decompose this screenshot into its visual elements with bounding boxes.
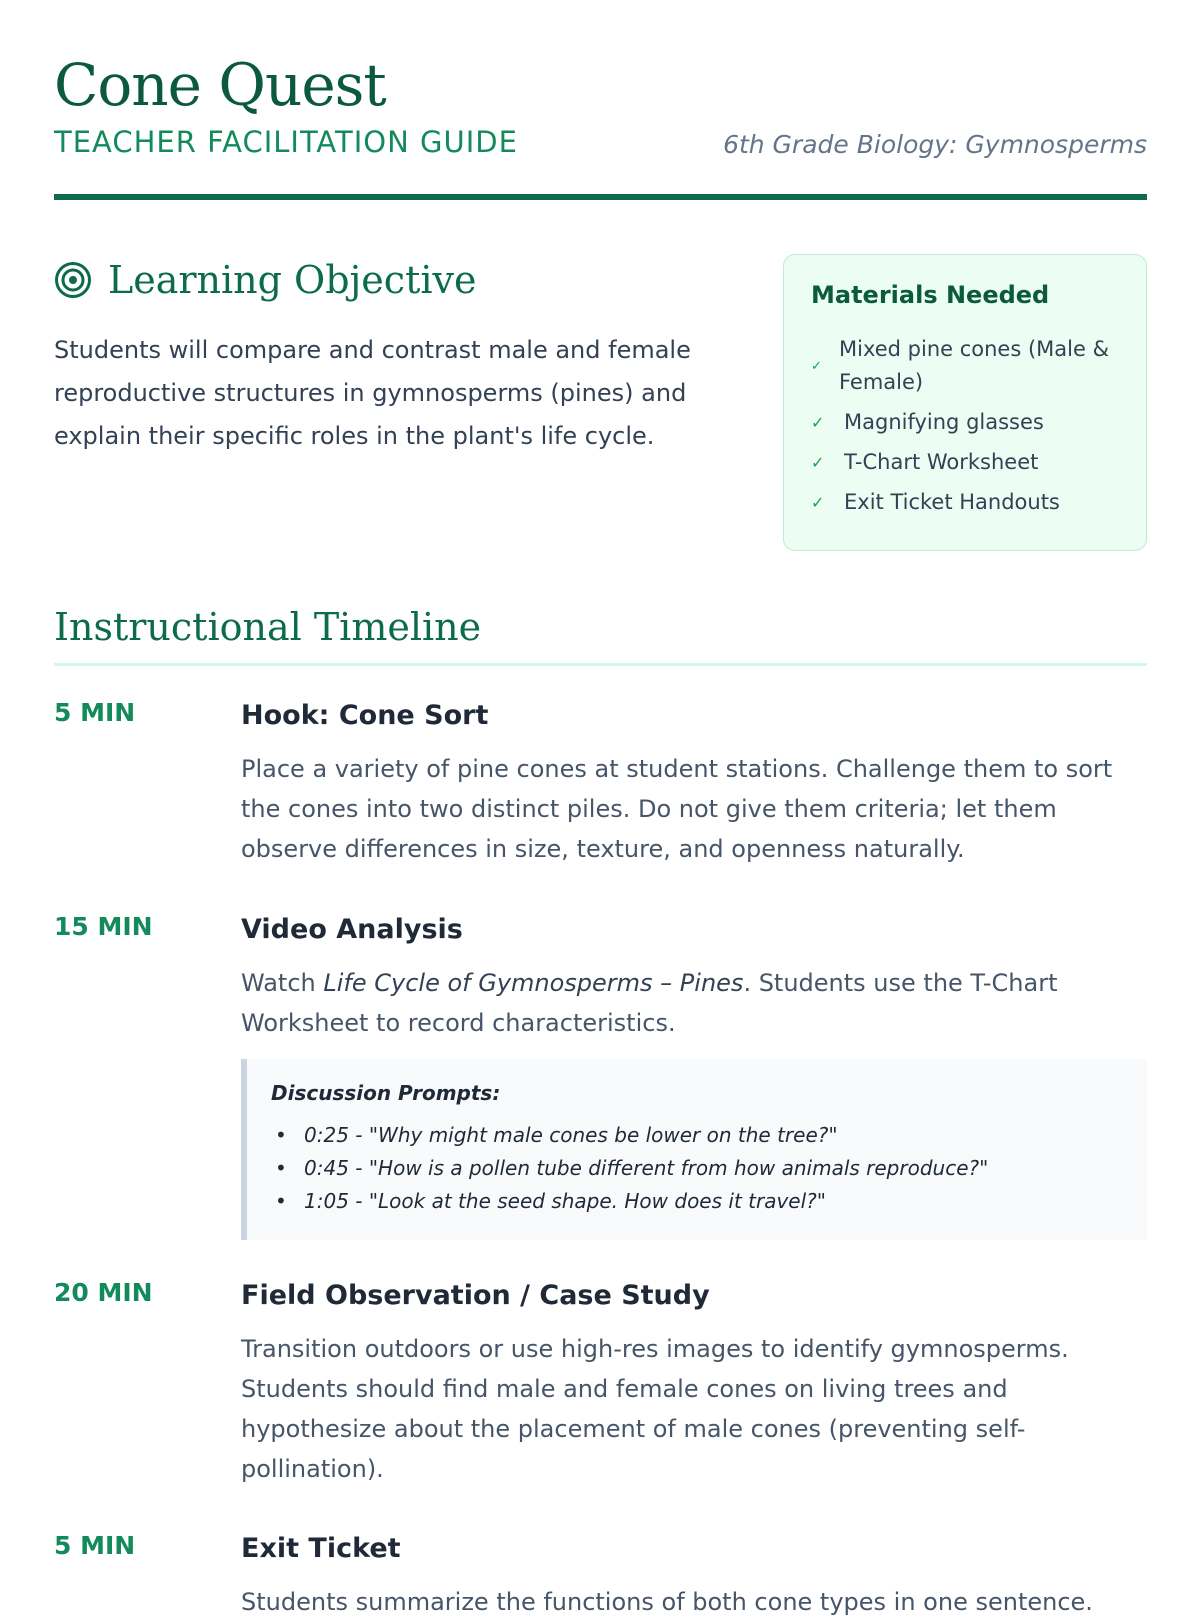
check-icon: ✓ [811, 358, 822, 374]
material-label: Mixed pine cones (Male & Female) [839, 337, 1109, 394]
prompts-title: Discussion Prompts: [271, 1081, 501, 1105]
step-duration: 15 MIN [54, 912, 153, 941]
step-title: Video Analysis [241, 914, 463, 945]
step-duration: 5 MIN [54, 1531, 136, 1560]
step-body [241, 914, 1147, 1240]
objective-heading [54, 255, 734, 305]
prompt-text: 1:05 - "Look at the seed shape. How does it travel?" [304, 1189, 826, 1213]
bullet-icon: • [275, 1189, 287, 1213]
step-duration: 20 MIN [54, 1278, 153, 1307]
list-item [271, 1119, 1123, 1152]
target-icon [54, 261, 92, 299]
step-title: Field Observation / Case Study [241, 1280, 710, 1311]
step-body [241, 1533, 1147, 1622]
step-title: Exit Ticket [241, 1533, 401, 1564]
list-item [271, 1152, 1123, 1185]
step-body [241, 700, 1147, 869]
step-duration: 5 MIN [54, 698, 136, 727]
discussion-prompts-box [241, 1059, 1147, 1240]
list-item [811, 406, 1120, 439]
step-body [241, 1280, 1147, 1489]
objective-title: Learning Objective [108, 258, 477, 302]
page-title: Cone Quest [54, 51, 386, 119]
lesson-guide-page [54, 0, 1147, 1616]
description-lead: Watch [241, 969, 324, 997]
prompt-text: 0:25 - "Why might male cones be lower on the tree?" [304, 1123, 838, 1147]
list-item [811, 446, 1120, 479]
page-subtitle: TEACHER FACILITATION GUIDE [54, 125, 518, 159]
description-rest: . Students use the T-Chart Worksheet to record characteristics. [241, 969, 1058, 1037]
check-icon: ✓ [811, 453, 825, 472]
guide-header [54, 52, 1147, 200]
learning-objective-section [54, 255, 734, 458]
list-item [271, 1185, 1123, 1218]
bullet-icon: • [275, 1156, 287, 1180]
prompt-text: 0:45 - "How is a pollen tube different from how animals reproduce?" [304, 1156, 989, 1180]
list-item [811, 333, 1120, 399]
materials-box [783, 254, 1147, 551]
bullet-icon: • [275, 1123, 287, 1147]
material-label: Magnifying glasses [844, 410, 1044, 434]
video-title: Life Cycle of Gymnosperms – Pines [323, 969, 744, 997]
timeline-title: Instructional Timeline [54, 605, 482, 649]
prompts-list [271, 1119, 1123, 1218]
materials-list [811, 333, 1120, 519]
step-title: Hook: Cone Sort [241, 700, 489, 731]
step-description: Students summarize the functions of both cone types in one sentence. [241, 1588, 1093, 1616]
check-icon: ✓ [811, 413, 825, 432]
step-description: Place a variety of pine cones at student stations. Challenge them to sort the cones into two distinct piles. Do not give them criteria; let them observe differences in size, texture, and openness naturally. [241, 755, 1113, 863]
materials-title: Materials Needed [811, 281, 1050, 309]
step-description [241, 963, 1147, 1043]
timeline-heading [54, 605, 1147, 666]
check-icon: ✓ [811, 493, 825, 512]
step-description: Transition outdoors or use high-res images to identify gymnosperms. Students should find male and female cones on living trees and hypothesize about the placement of male cones (preventing self-pollination). [241, 1335, 1069, 1483]
list-item [811, 486, 1120, 519]
grade-label: 6th Grade Biology: Gymnosperms [723, 130, 1147, 159]
material-label: Exit Ticket Handouts [844, 490, 1060, 514]
objective-text: Students will compare and contrast male and female reproductive structures in gymnosperms (pines) and explain their specific roles in the plant's life cycle. [54, 336, 691, 450]
material-label: T-Chart Worksheet [844, 450, 1039, 474]
